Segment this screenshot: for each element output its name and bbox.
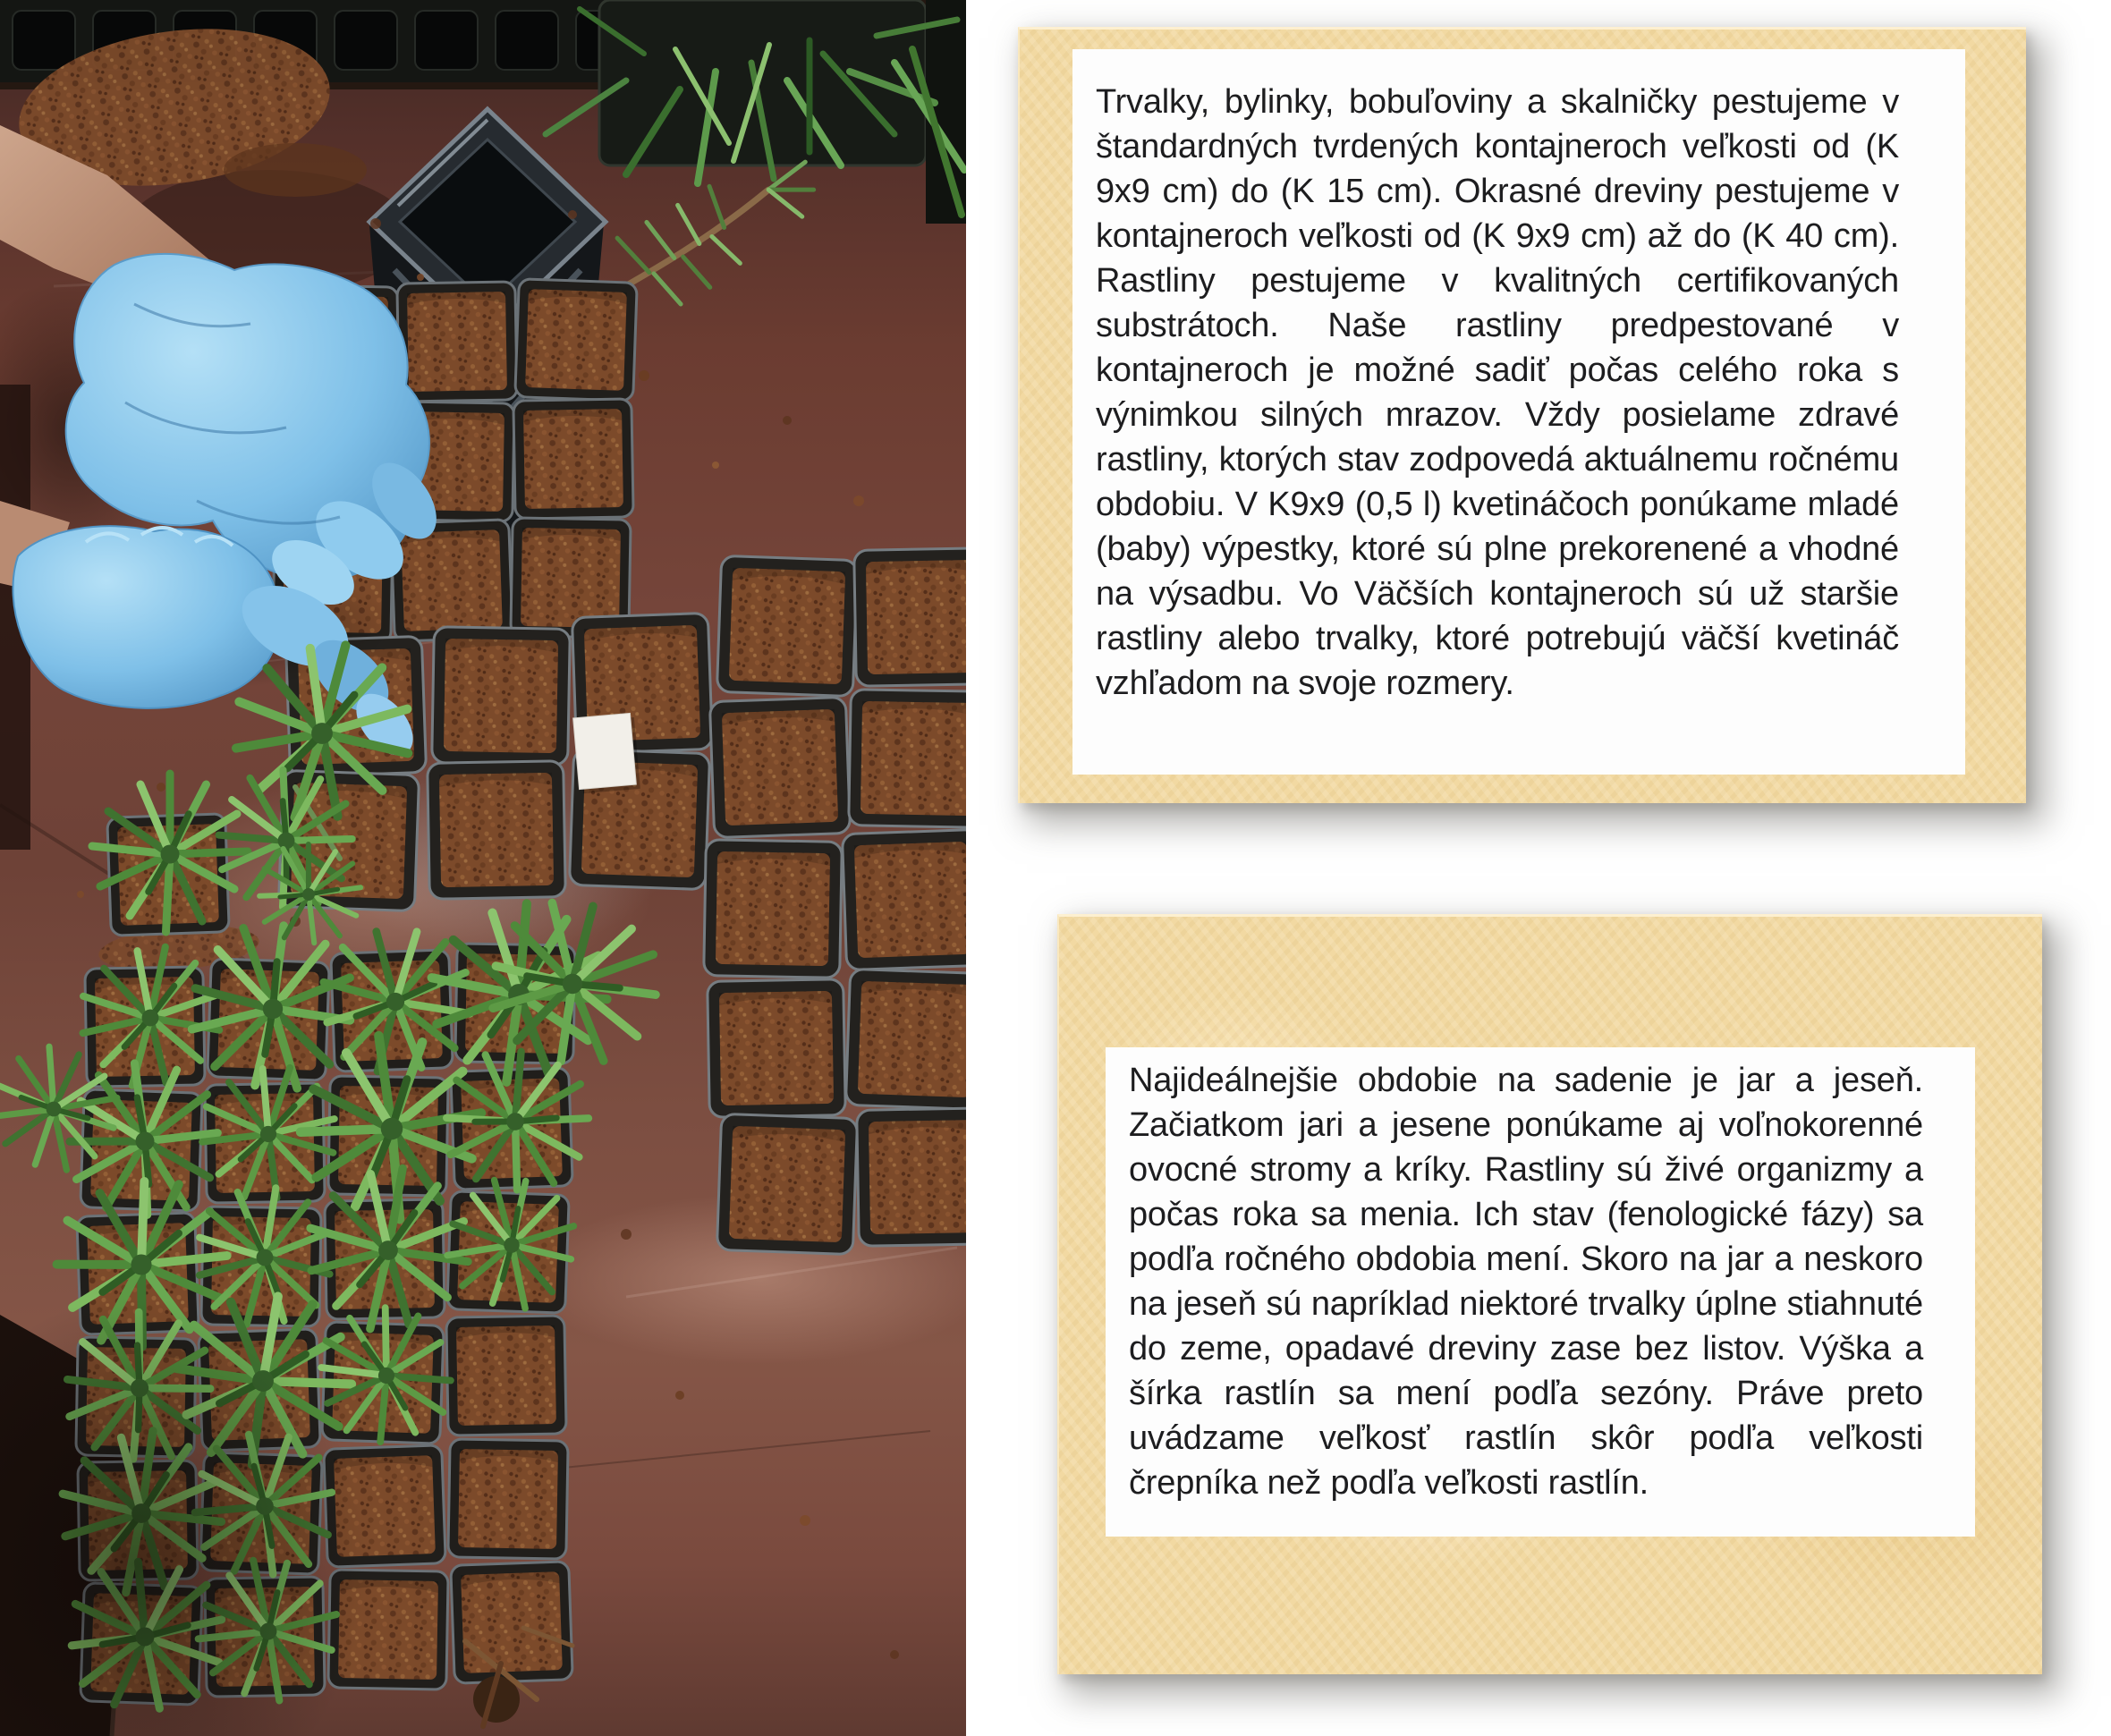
info-card <box>1106 1047 1975 1537</box>
info-panel-containers <box>1018 27 2026 803</box>
soil-pot <box>716 555 857 696</box>
blue-glove-lower <box>13 526 279 708</box>
soil-pot <box>842 829 966 970</box>
container-info-text: Trvalky, bylinky, bobuľoviny a skalničky pestujeme v štandardných tvrdených kontajneroch veľkosti od (K 9x9 cm) do (K 15 cm). Okrasné dreviny pestujeme v kontajneroch veľkosti od (K 9x9 cm) až do (K 40 cm). Rastliny pestujeme v kvalitných certifikovaných substrátoch. Naše rastliny predpestované v kontajneroch je možné sadiť počas celého roka s výnimkou silných mrazov. Vždy posielame zdravé rastliny, ktorých stav zodpovedá aktuálnemu ročnému obdobiu. V K9x9 (0,5 l) kvetináčoch ponúkame mladé (baby) výpestky, ktoré sú plne prekorenené a vhodné na výsadbu. Vo Väčších kontajneroch sú už staršie rastliny alebo trvalky, ktoré potrebujú väčší kvetináč vzhľadom na svoje rozmery. <box>1096 83 1899 702</box>
soil-pot <box>391 520 513 642</box>
soil-pot <box>845 969 966 1109</box>
soil-pot <box>704 840 843 978</box>
soil-pot <box>397 282 517 402</box>
soil-pot <box>854 548 966 687</box>
soil-pot <box>513 399 633 519</box>
info-panel-seasons <box>1057 914 2042 1674</box>
soil-pot <box>446 1316 566 1435</box>
info-card <box>1072 49 1965 775</box>
soil-pot <box>716 1114 857 1254</box>
soil-pot <box>448 1439 568 1559</box>
soil-pot <box>708 979 846 1118</box>
soil-pot <box>515 279 638 402</box>
soil-pot <box>432 627 571 766</box>
soil-pot <box>857 1108 966 1247</box>
soil-pot <box>451 1562 573 1684</box>
soil-pot <box>849 690 966 828</box>
soil-pot <box>709 697 850 837</box>
plant-label <box>573 713 640 794</box>
soil-pot <box>428 761 566 900</box>
season-info-text: Najideálnejšie obdobie na sadenie je jar a jeseň. Začiatkom jari a jesene ponúkame aj voľnokorenné ovocné stromy a kríky. Rastliny sú živé organizmy a počas roka sa menia. Ich stav (fenologické fázy) sa podľa ročného obdobia mení. Skoro na jar a neskoro na jeseň sú napríklad niektoré trvalky úplne stiahnuté do zeme, opadavé dreviny zase bez listov. Výška a šírka rastlín sa mení podľa sezóny. Práve preto uvádzame veľkosť rastlín skôr podľa veľkosti črepníka než podľa veľkosti rastlín. <box>1129 1062 1923 1502</box>
planting-photo <box>0 0 966 1736</box>
